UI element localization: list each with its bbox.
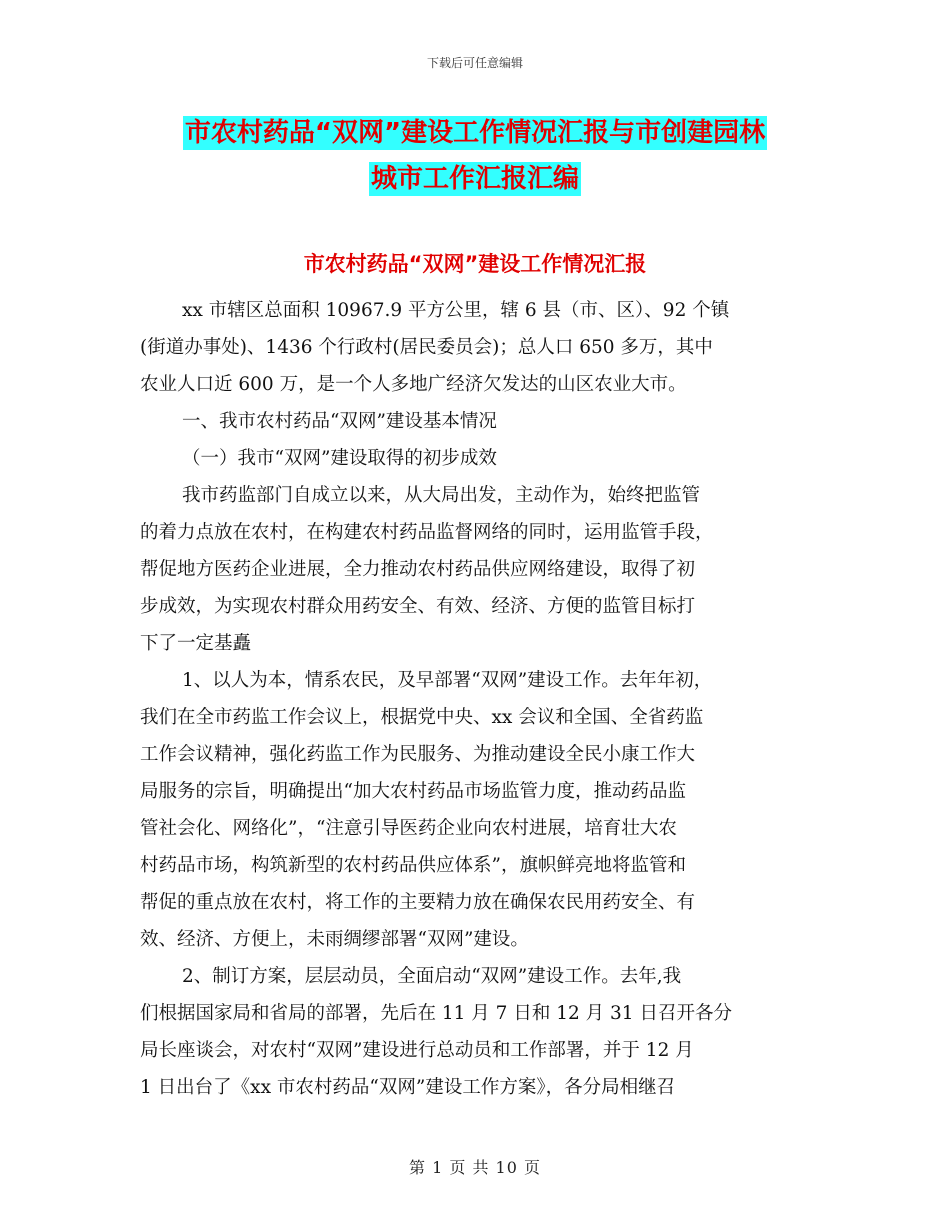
document-title-line-1 [0,112,950,149]
text-line: 下了一定基矗 [140,633,252,654]
text-line: 效、经济、方便上，未雨绸缪部署“双网”建设。 [140,929,529,950]
text-line: 1 日出台了《xx 市农村药品“双网”建设工作方案》，各分局相继召 [140,1077,676,1098]
text-line: 帮促的重点放在农村，将工作的主要精力放在确保农民用药安全、有 [140,892,696,913]
text-line: xx 市辖区总面积 10967.9 平方公里，辖 6 县（市、区）、92 个镇 [182,300,730,321]
document-title-line-2 [0,158,950,195]
section-title: 市农村药品“双网”建设工作情况汇报 [303,252,647,276]
title-highlight-1: 市农村药品“双网”建设工作情况汇报与市创建园林 [184,118,766,148]
text-line: 我市药监部门自成立以来，从大局出发，主动作为，始终把监管 [182,485,701,506]
title-highlight-2: 城市工作汇报汇编 [370,164,579,194]
text-line: 村药品市场，构筑新型的农村药品供应体系”，旗帜鲜亮地将监管和 [140,855,686,876]
text-line: 们根据国家局和省局的部署，先后在 11 月 7 日和 12 月 31 日召开各分 [140,1003,732,1024]
text-line: 工作会议精神，强化药监工作为民服务、为推动建设全民小康工作大 [140,744,696,765]
text-line: 步成效，为实现农村群众用药安全、有效、经济、方便的监管目标打 [140,596,696,617]
heading-level-1: 一、我市农村药品“双网”建设基本情况 [182,411,497,432]
text-line: 局长座谈会，对农村“双网”建设进行总动员和工作部署，并于 12 月 [140,1040,694,1061]
text-line: 我们在全市药监工作会议上，根据党中央、xx 会议和全国、全省药监 [140,707,704,728]
text-line: 管社会化、网络化”，“注意引导医药企业向农村进展，培育壮大农 [140,818,677,839]
body-text [140,292,830,1106]
text-line: 农业人口近 600 万，是一个人多地广经济欠发达的山区农业大市。 [140,374,687,395]
text-line: 的着力点放在农村，在构建农村药品监督网络的同时，运用监管手段， [140,522,714,543]
text-line: 1、以人为本，情系农民，及早部署“双网”建设工作。去年年初， [182,670,713,691]
text-line: 2、制订方案，层层动员，全面启动“双网”建设工作。去年,我 [182,966,682,987]
text-line: 局服务的宗旨，明确提出“加大农村药品市场监管力度，推动药品监 [140,781,686,802]
text-line: 帮促地方医药企业进展，全力推动农村药品供应网络建设，取得了初 [140,559,696,580]
page-footer: 第 1 页 共 10 页 [409,1158,541,1177]
heading-level-2: （一）我市“双网”建设取得的初步成效 [182,448,497,469]
header-note: 下载后可任意编辑 [426,56,523,70]
text-line: (街道办事处)、1436 个行政村(居民委员会)；总人口 650 多万，其中 [140,337,713,358]
